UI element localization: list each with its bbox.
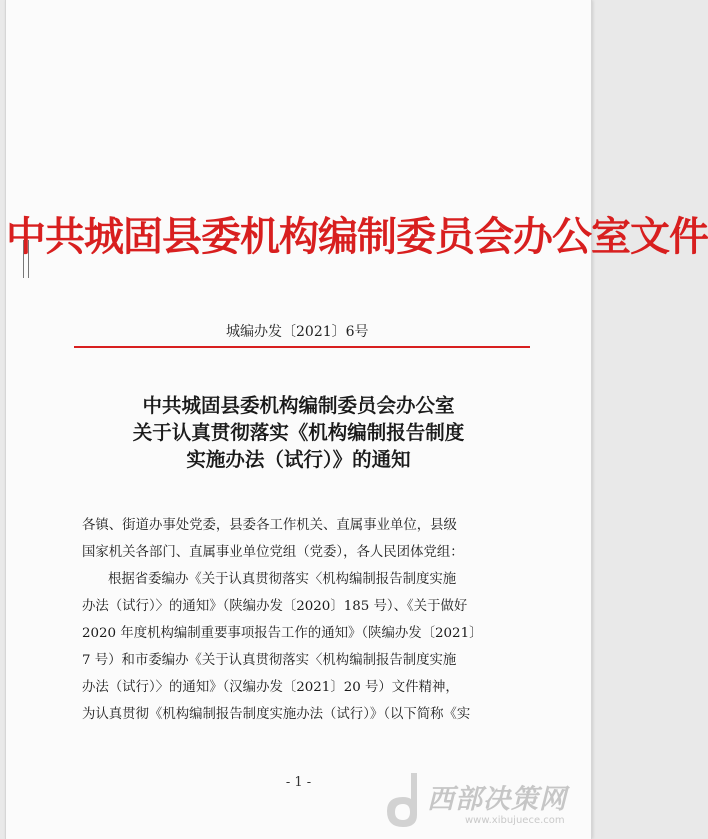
watermark-text: 西部决策网	[427, 784, 567, 815]
red-divider-line	[74, 346, 530, 348]
d-logo-icon	[377, 771, 429, 831]
body-line: 国家机关各部门、直属事业单位党组（党委），各人民团体党组：	[82, 545, 464, 560]
body-line: 办法（试行）〉的通知》（汉编办发〔2021〕20 号）文件精神，	[82, 680, 459, 695]
watermark-url: www.xibujuece.com	[465, 815, 565, 826]
notice-title-line: 中共城固县委机构编制委员会办公室	[142, 394, 455, 417]
body-line: 7 号）和市委编办《关于认真贯彻落实〈机构编制报告制度实施	[82, 653, 457, 668]
page-number: - 1 -	[285, 775, 312, 790]
notice-title-line: 实施办法（试行）》的通知	[186, 448, 411, 471]
notice-body	[82, 512, 532, 728]
notice-title	[6, 392, 591, 473]
body-line: 根据省委编办《关于认真贯彻落实〈机构编制报告制度实施	[108, 572, 457, 587]
body-line: 2020 年度机构编制重要事项报告工作的通知》（陕编办发〔2021〕	[82, 626, 483, 641]
site-watermark	[377, 771, 592, 833]
document-number: 城编办发〔2021〕6号	[226, 324, 369, 340]
body-line: 为认真贯彻《机构编制报告制度实施办法（试行）》（以下简称《实	[82, 707, 471, 722]
body-line: 各镇、街道办事处党委，县委各工作机关、直属事业单位，县级	[82, 518, 457, 533]
document-header-title: 中共城固县委机构编制委员会办公室文件	[6, 213, 708, 260]
body-line: 办法（试行）〉的通知》（陕编办发〔2020〕185 号）、《关于做好	[82, 599, 468, 614]
notice-title-line: 关于认真贯彻落实《机构编制报告制度	[132, 421, 465, 444]
document-page	[5, 0, 708, 839]
